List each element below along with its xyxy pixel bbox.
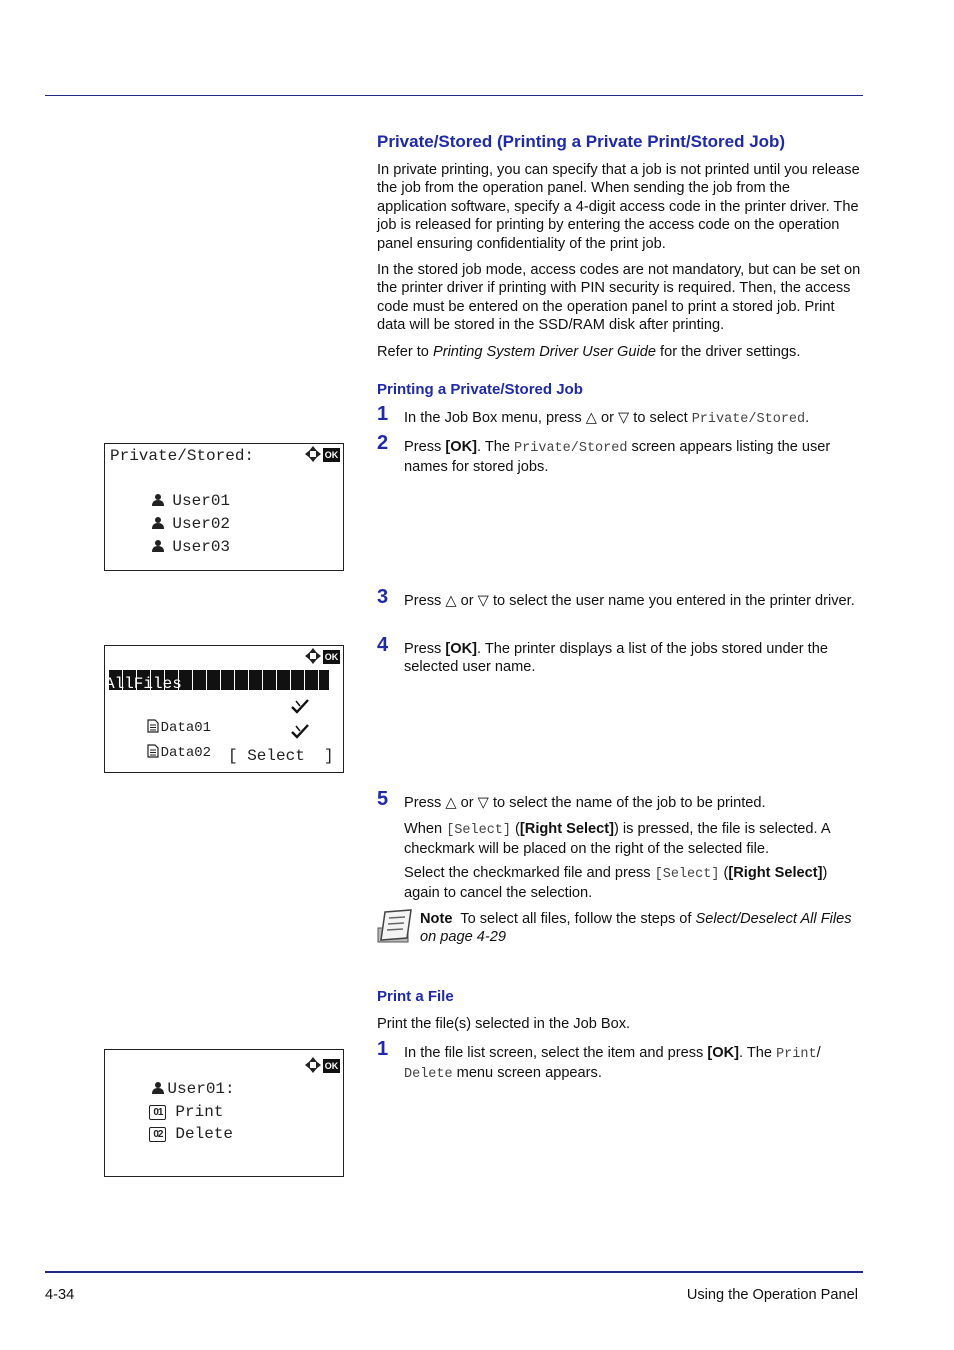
screen-title (114, 648, 235, 670)
print-file-heading: Print a File (377, 988, 454, 1005)
navigation-arrows-icon (304, 1056, 322, 1074)
paragraph-stored: In the stored job mode, access codes are not mandatory, but can be set on the printer driver if printing with PIN security is required. Then, the access code must be entered on the operation panel to print a stored job. Print data will be stored in the SSD/RAM disk after printing. (377, 262, 861, 334)
note-label: Note (420, 911, 453, 927)
checkmark-icon (291, 698, 309, 714)
ok-key-icon: OK (324, 1061, 339, 1071)
print-file-intro: Print the file(s) selected in the Job Box. (377, 1016, 631, 1032)
paragraph-private: In private printing, you can specify that a job is not printed until you release the job from the operation panel. When sending the job from the application software, specify a 4-digit access code in the printer driver. The job is released for printing by entering the access code on the operation panel ensuring confidentiality of the print job. (377, 162, 860, 252)
ok-key-icon: OK (324, 652, 339, 662)
menu-item-delete: 02 Delete (111, 1101, 233, 1123)
note-icon (377, 908, 415, 944)
screen-title: Private/Stored: (110, 447, 255, 465)
lcd-screen-private-stored (104, 443, 344, 571)
lcd-screen-user-files (104, 645, 344, 773)
printing-heading: Printing a Private/Stored Job (377, 381, 583, 398)
select-softkey-label: [ Select ] (228, 747, 334, 765)
footer-section-title: Using the Operation Panel (686, 1287, 858, 1303)
navigation-arrows-icon (304, 647, 322, 665)
list-item-user: User03 (114, 514, 230, 536)
checkmark-icon (291, 723, 309, 739)
navigation-arrows-icon (304, 445, 322, 463)
paragraph-refer: Refer to Printing System Driver User Guide for the driver settings. (377, 344, 801, 360)
list-item-allfiles: AllFiles (105, 675, 182, 693)
menu-item-print: 01 Print (111, 1079, 223, 1101)
header-rule (45, 95, 863, 96)
driver-guide-ref: Printing System Driver User Guide (432, 344, 656, 360)
list-item-user: User02 (114, 491, 230, 513)
page-number: 4-34 (45, 1287, 75, 1303)
screen-title: User01: (114, 1056, 235, 1078)
ok-key-icon: OK (324, 450, 339, 460)
list-item-file: Data01 (113, 695, 211, 717)
note-text: Note To select all files, follow the steps of Select/Deselect All Files on page 4-29 (420, 911, 852, 946)
footer-rule (45, 1271, 863, 1273)
step-5-detail-select: When [Select] ([Right Select]) is pressed, the file is selected. A checkmark will be placed on the right of the selected file. (404, 821, 830, 858)
number-02-icon: 02 (149, 1127, 166, 1142)
step-5-detail-cancel: Select the checkmarked file and press [Select] ([Right Select]) again to cancel the selection. (404, 865, 828, 902)
number-01-icon: 01 (149, 1105, 166, 1120)
section-title: Private/Stored (Printing a Private Print/Stored Job) (377, 132, 786, 151)
document-icon (147, 744, 159, 758)
user-icon (152, 539, 164, 552)
list-item-file: Data02 (113, 720, 211, 742)
list-item-user: User01 (114, 468, 230, 490)
lcd-screen-print-delete (104, 1049, 344, 1177)
